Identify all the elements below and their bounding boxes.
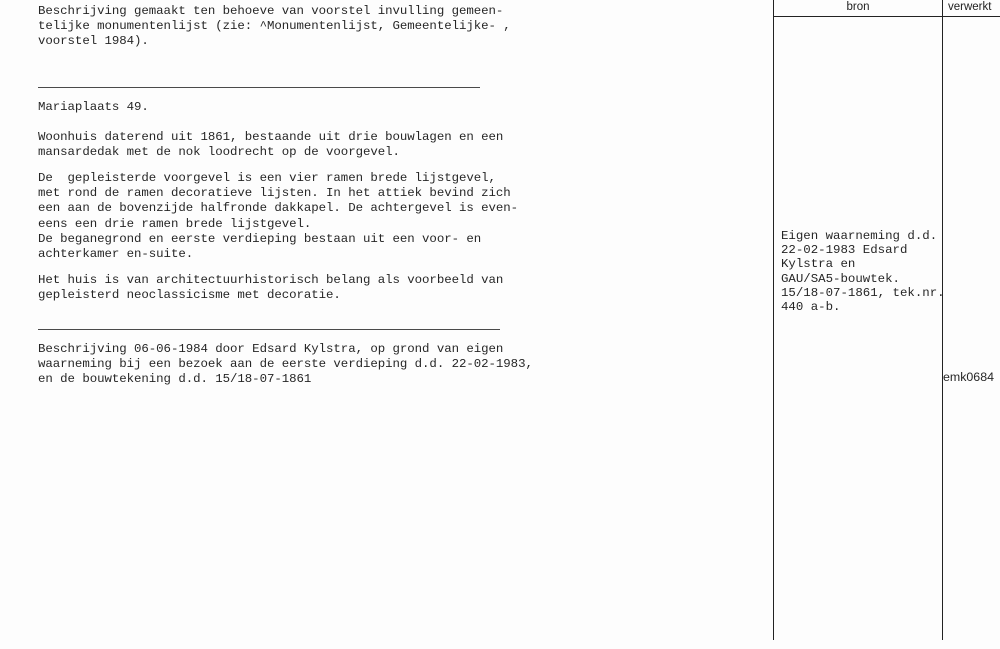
description-paragraph-3: Het huis is van architectuurhistorisch belang als voorbeeld van gepleisterd neoclassicisme met decoratie. xyxy=(38,273,504,303)
verwerkt-code: emk0684 xyxy=(943,370,994,384)
description-paragraph-1: Woonhuis daterend uit 1861, bestaande uit drie bouwlagen en een mansardedak met de nok loodrecht op de voorgevel. xyxy=(38,130,504,160)
bron-column-header: bron xyxy=(846,1,870,13)
verwerkt-column-header: verwerkt xyxy=(948,1,992,13)
section-divider-top xyxy=(38,87,480,88)
bron-source-note: Eigen waarneming d.d. 22-02-1983 Edsard Kylstra en GAU/SA5-bouwtek. 15/18-07-1861, tek.nr. 440 a-b. xyxy=(781,229,945,315)
column-header-underline xyxy=(773,16,1000,17)
section-divider-bottom xyxy=(38,329,500,330)
address-heading: Mariaplaats 49. xyxy=(38,100,149,114)
description-footer-note: Beschrijving 06-06-1984 door Edsard Kylstra, op grond van eigen waarneming bij een bezoek aan de eerste verdieping d.d. 22-02-1983, en de bouwtekening d.d. 15/18-07-1861 xyxy=(38,342,533,387)
bron-column-left-border xyxy=(773,0,774,640)
intro-text: Beschrijving gemaakt ten behoeve van voorstel invulling gemeen- telijke monumentenlijst (zie: ^Monumentenlijst, Gemeentelijke- , voorstel 1984). xyxy=(38,4,511,49)
bron-column-right-border xyxy=(942,0,943,640)
description-paragraph-2: De gepleisterde voorgevel is een vier ramen brede lijstgevel, met rond de ramen decoratieve lijsten. In het attiek bevind zich een aan de bovenzijde halfronde dakkapel. De achtergevel is even- eens een drie ramen brede lijstgevel. De beganegrond en eerste verdieping bestaan uit een voor- en achterkamer en-suite. xyxy=(38,171,519,262)
